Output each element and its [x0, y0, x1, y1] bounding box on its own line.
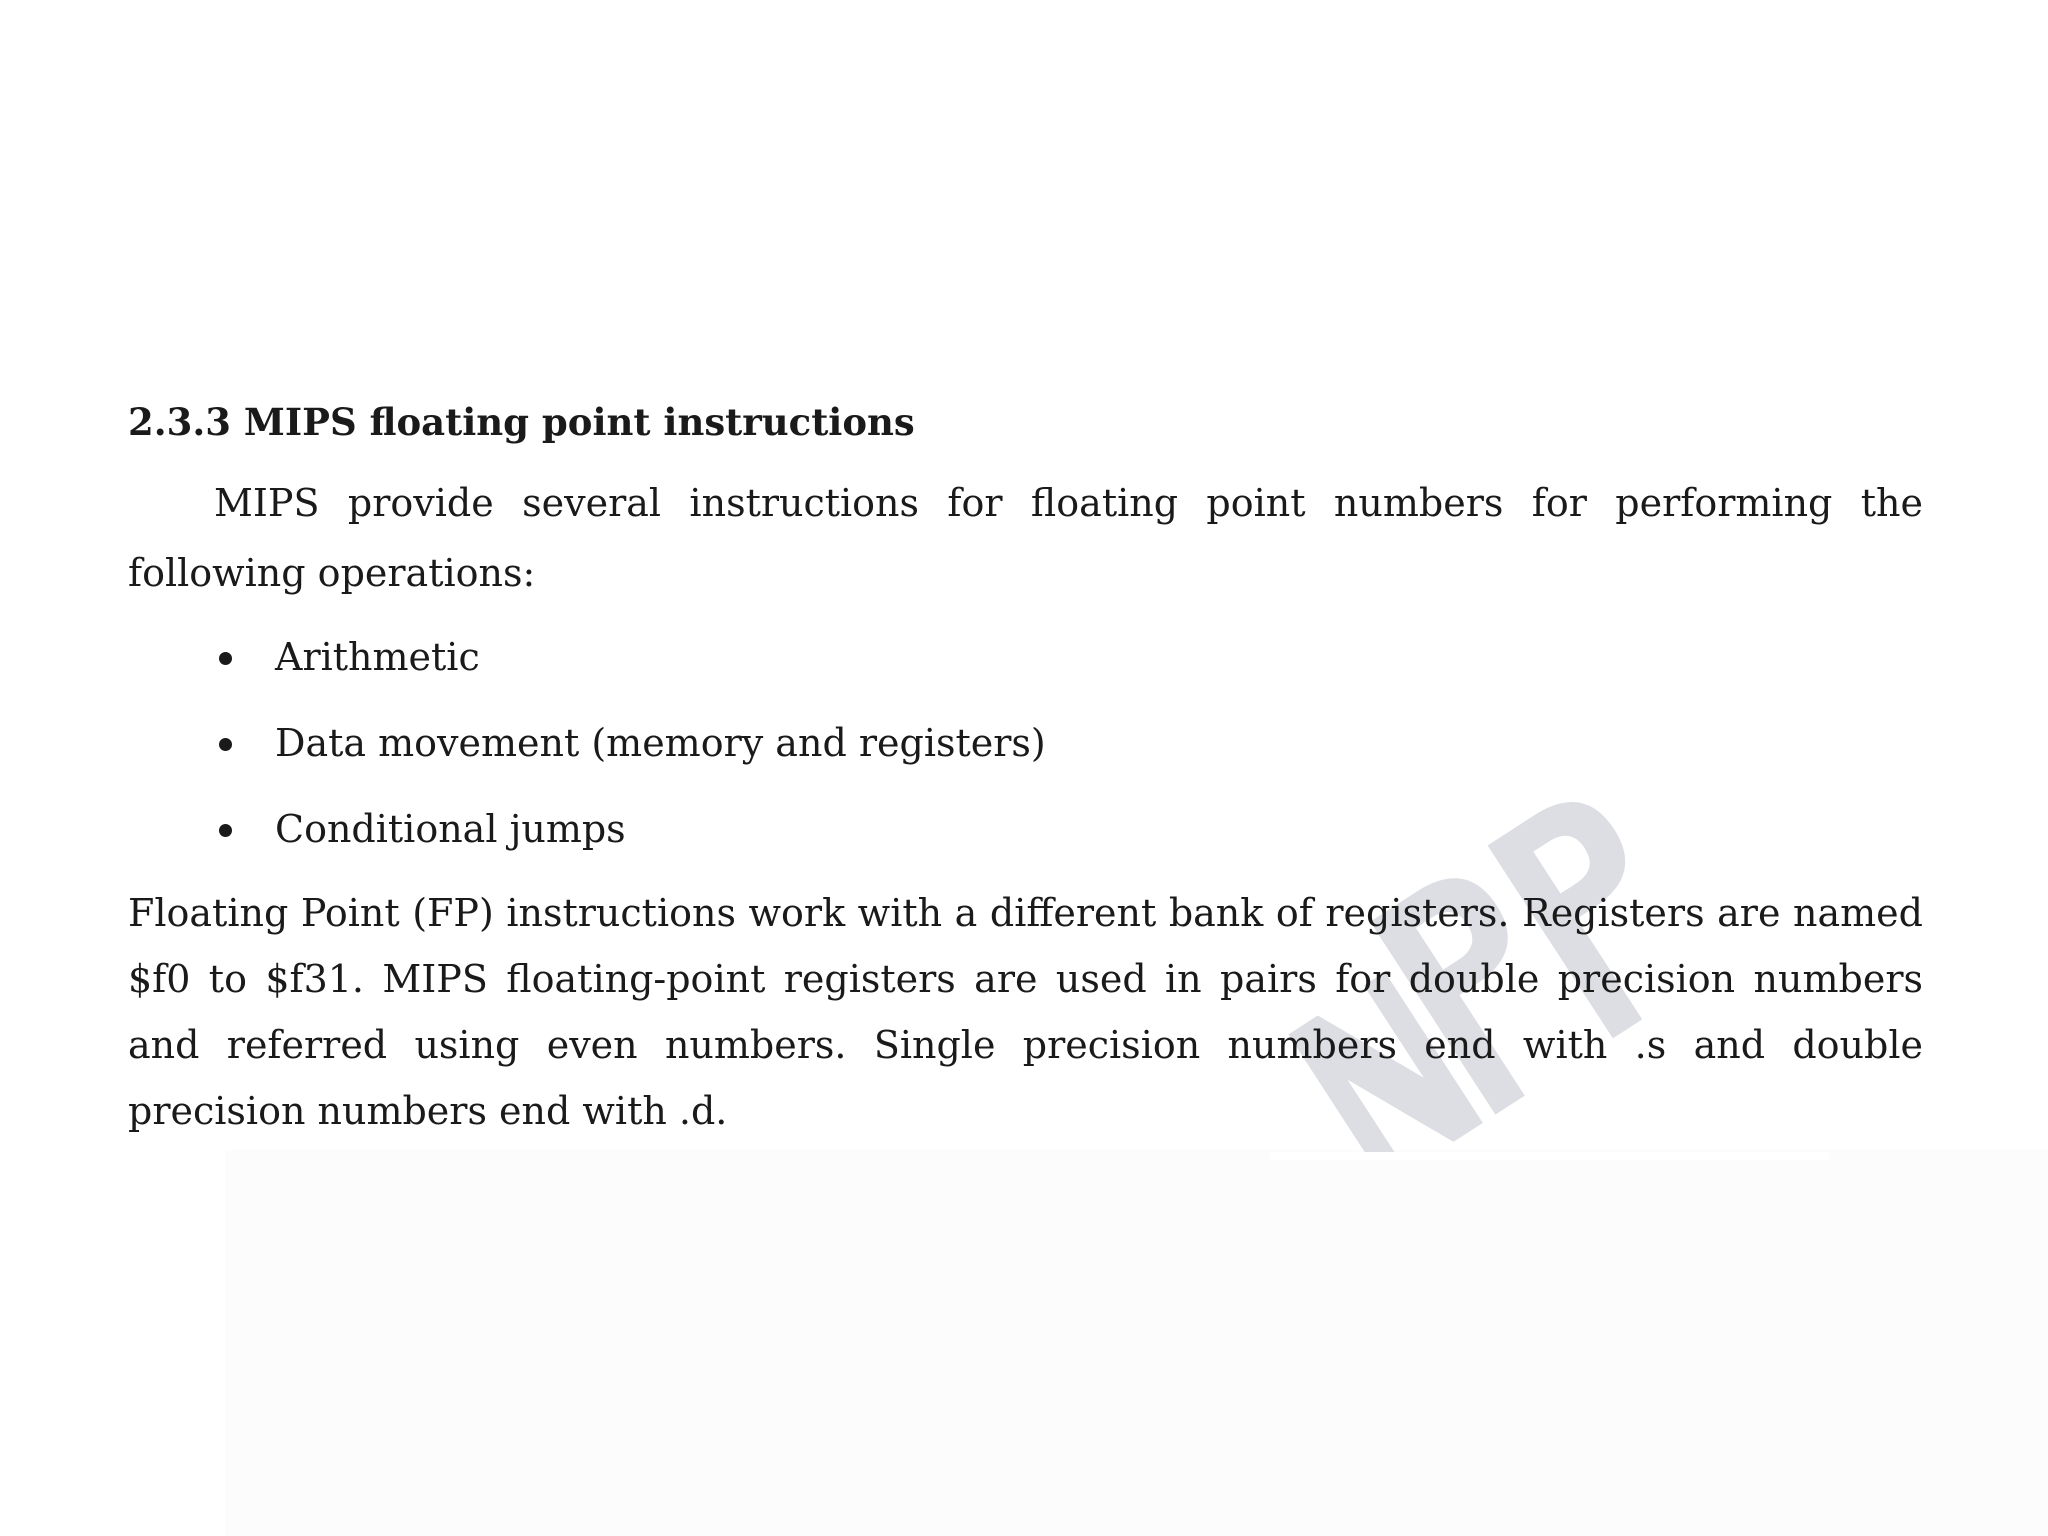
list-item — [128, 614, 1923, 700]
bullet-icon — [219, 738, 232, 751]
page-shading — [225, 1150, 2048, 1536]
intro-paragraph: MIPS provide several instructions for floating point numbers for performing the following operations: — [128, 481, 1923, 595]
operations-list — [128, 614, 1923, 872]
list-item-label: Data movement (memory and registers) — [275, 721, 1046, 765]
section-content — [128, 392, 1923, 1144]
list-item — [128, 786, 1923, 872]
bullet-icon — [219, 652, 232, 665]
body-paragraph: Floating Point (FP) instructions work with a different bank of registers. Registers are named $f0 to $f31. MIPS floating-point registers are used in pairs for double precision numbers and referred using even numbers. Single precision numbers end with .s and double precision numbers end with .d. — [128, 891, 1923, 1133]
section-heading: 2.3.3 MIPS floating point instructions — [128, 400, 915, 444]
bullet-icon — [219, 824, 232, 837]
list-item-label: Arithmetic — [275, 635, 480, 679]
list-item-label: Conditional jumps — [275, 807, 626, 851]
list-item — [128, 700, 1923, 786]
